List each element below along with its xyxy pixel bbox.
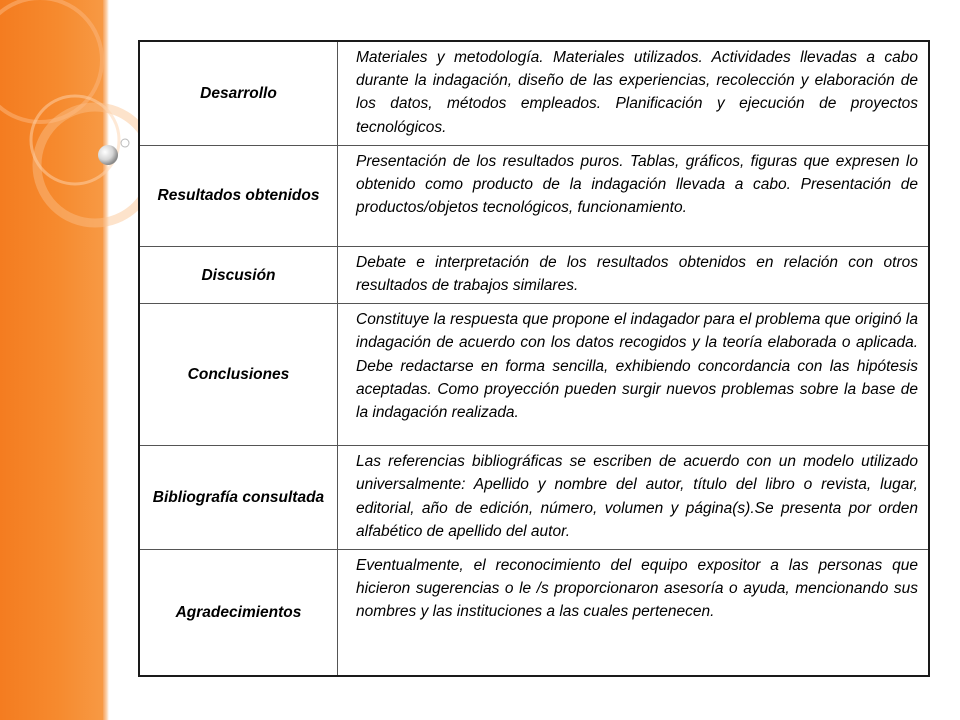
table-row — [139, 304, 929, 446]
report-structure-table — [138, 40, 930, 677]
section-description: Eventualmente, el reconocimiento del equipo expositor a las personas que hicieron sugerencias o le /s proporcionaron asesoría o ayuda, mencionando sus nombres y las instituciones a las cuales pertenecen. — [338, 550, 930, 676]
section-description: Debate e interpretación de los resultados obtenidos en relación con otros resultados de trabajos similares. — [338, 246, 930, 303]
table-row — [139, 246, 929, 303]
silver-bead-icon — [98, 145, 118, 165]
small-bead-icon — [121, 139, 129, 147]
section-description: Materiales y metodología. Materiales utilizados. Actividades llevadas a cabo durante la indagación, diseño de las experiencias, recolección y elaboración de los datos, métodos empleados. Planificación y ejecución de proyectos tecnológicos. — [338, 41, 930, 145]
section-description: Presentación de los resultados puros. Tablas, gráficos, figuras que expresen lo obtenido como producto de la indagación llevada a cabo. Presentación de productos/objetos tecnológicos, funcionamiento. — [338, 145, 930, 246]
section-description: Las referencias bibliográficas se escriben de acuerdo con un modelo utilizado universalmente: Apellido y nombre del autor, título del libro o revista, lugar, editorial, año de edición, número, volumen y página(s).Se presenta por orden alfabético de apellido del autor. — [338, 446, 930, 550]
table-row — [139, 41, 929, 145]
section-label: Agradecimientos — [139, 550, 338, 676]
table-row — [139, 145, 929, 246]
section-label: Conclusiones — [139, 304, 338, 446]
decorative-swirl — [0, 0, 140, 260]
section-label: Resultados obtenidos — [139, 145, 338, 246]
section-label: Bibliografía consultada — [139, 446, 338, 550]
table-row — [139, 550, 929, 676]
table-row — [139, 446, 929, 550]
section-label: Discusión — [139, 246, 338, 303]
swirl-ring-lower — [37, 107, 140, 223]
section-label: Desarrollo — [139, 41, 338, 145]
section-description: Constituye la respuesta que propone el indagador para el problema que originó la indagación de acuerdo con los datos recogidos y la teoría elaborada o aplicada. Debe redactarse en forma sencilla, exhibiendo concordancia con las hipótesis aceptadas. Como proyección pueden surgir nuevos problemas sobre la base de la indagación realizada. — [338, 304, 930, 446]
